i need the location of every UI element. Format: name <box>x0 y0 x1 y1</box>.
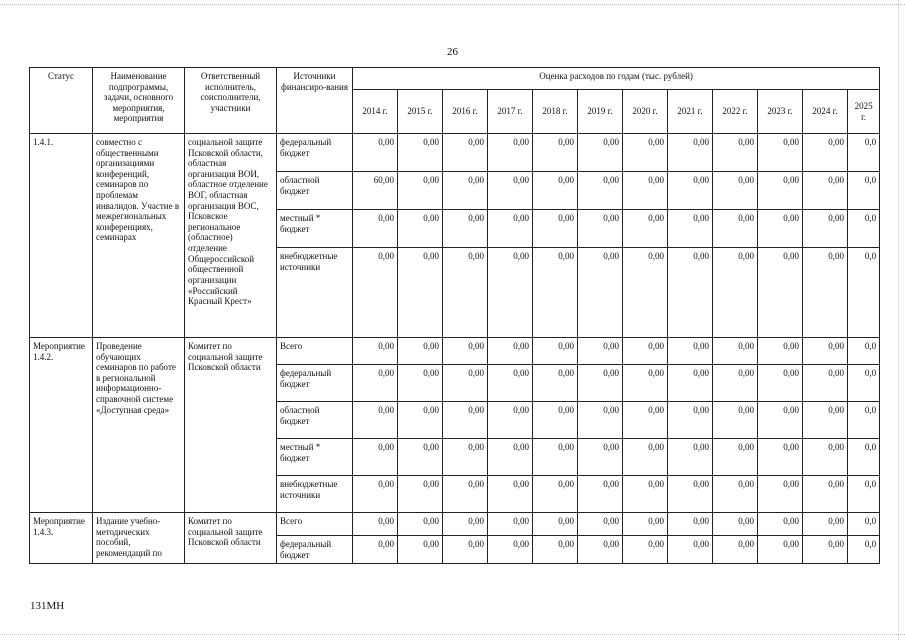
expense-value: 0,00 <box>713 439 758 476</box>
header-year: 2020 г. <box>623 90 668 134</box>
expense-value: 0,00 <box>668 476 713 513</box>
header-name: Наименование подпрограммы, задачи, основного мероприятия, мероприятия <box>93 68 185 134</box>
expense-value: 0,00 <box>803 402 848 439</box>
expense-value: 0,00 <box>803 210 848 248</box>
funding-source: федеральный бюджет <box>277 536 353 564</box>
right-scan-edge <box>898 0 900 640</box>
expense-value: 0,00 <box>533 172 578 210</box>
expense-value: 0,00 <box>488 210 533 248</box>
header-year: 2014 г. <box>353 90 398 134</box>
expense-value: 0,00 <box>443 134 488 172</box>
event-name: совместно с общественными организациями конференций, семинаров по проблемам инвалидов. Участие в межрегиональных конференциях, семинарах <box>93 134 185 338</box>
document-code: 131МН <box>30 600 65 612</box>
expense-value: 0,0 <box>848 439 880 476</box>
expense-value: 0,00 <box>353 439 398 476</box>
expense-value: 0,00 <box>713 210 758 248</box>
expense-value: 0,00 <box>488 476 533 513</box>
expense-value: 0,00 <box>668 365 713 402</box>
expense-value: 0,00 <box>533 513 578 536</box>
header-year: 2021 г. <box>668 90 713 134</box>
funding-source: федеральный бюджет <box>277 134 353 172</box>
expense-value: 0,00 <box>488 172 533 210</box>
expense-value: 0,00 <box>398 536 443 564</box>
expense-value: 0,00 <box>443 536 488 564</box>
expense-value: 0,0 <box>848 513 880 536</box>
expense-value: 0,00 <box>623 248 668 338</box>
expense-value: 0,00 <box>758 134 803 172</box>
header-status: Статус <box>30 68 93 134</box>
expense-value: 0,00 <box>443 365 488 402</box>
expense-value: 0,00 <box>398 402 443 439</box>
expense-value: 0,00 <box>353 513 398 536</box>
expense-value: 0,00 <box>668 172 713 210</box>
expense-value: 0,00 <box>713 476 758 513</box>
expense-value: 0,0 <box>848 172 880 210</box>
expense-value: 0,00 <box>623 536 668 564</box>
expense-value: 0,00 <box>488 134 533 172</box>
expense-value: 0,00 <box>398 476 443 513</box>
expense-value: 0,00 <box>578 439 623 476</box>
expense-value: 0,00 <box>398 439 443 476</box>
expense-value: 0,00 <box>803 476 848 513</box>
event-responsible: Комитет по социальной защите Псковской области <box>185 513 277 564</box>
expense-value: 0,00 <box>443 476 488 513</box>
expense-value: 0,00 <box>623 439 668 476</box>
expense-value: 0,00 <box>398 248 443 338</box>
expense-value: 0,00 <box>443 248 488 338</box>
expense-value: 0,00 <box>398 338 443 365</box>
expense-value: 0,00 <box>713 402 758 439</box>
expense-value: 0,00 <box>353 134 398 172</box>
expense-value: 0,00 <box>623 365 668 402</box>
expense-value: 0,00 <box>398 365 443 402</box>
expense-value: 0,00 <box>443 210 488 248</box>
expense-value: 0,00 <box>668 536 713 564</box>
header-estimate: Оценка расходов по годам (тыс. рублей) <box>353 68 880 90</box>
expense-value: 0,00 <box>803 134 848 172</box>
funding-source: Всего <box>277 513 353 536</box>
expense-value: 0,00 <box>668 338 713 365</box>
expense-value: 0,00 <box>443 439 488 476</box>
expense-value: 0,00 <box>713 172 758 210</box>
expense-value: 0,00 <box>578 248 623 338</box>
header-year: 2019 г. <box>578 90 623 134</box>
expense-value: 0,00 <box>353 210 398 248</box>
expense-value: 0,00 <box>758 476 803 513</box>
event-responsible: социальной защите Псковской области, областная организация ВОИ, областное отделение ВОГ, областная организация ВОС, Псковское региональное (областное) отделение Общероссийской общественной организации «Российский Красный Крест» <box>185 134 277 338</box>
expense-value: 0,0 <box>848 338 880 365</box>
expense-value: 0,0 <box>848 210 880 248</box>
expense-value: 0,00 <box>668 439 713 476</box>
header-responsible: Ответственный исполнитель, соисполнители, участники <box>185 68 277 134</box>
expense-value: 0,00 <box>803 439 848 476</box>
expense-value: 0,00 <box>758 338 803 365</box>
expense-value: 0,00 <box>398 172 443 210</box>
expense-value: 0,00 <box>578 172 623 210</box>
expense-value: 0,0 <box>848 365 880 402</box>
expense-value: 0,00 <box>803 248 848 338</box>
expense-value: 0,00 <box>353 248 398 338</box>
table-row <box>30 513 880 536</box>
expense-value: 0,00 <box>713 338 758 365</box>
expense-value: 0,00 <box>578 402 623 439</box>
table-row <box>30 338 880 365</box>
expense-value: 0,00 <box>443 172 488 210</box>
funding-source: Всего <box>277 338 353 365</box>
expense-value: 0,00 <box>668 248 713 338</box>
expense-value: 0,00 <box>758 210 803 248</box>
expense-value: 0,00 <box>623 476 668 513</box>
funding-source: федеральный бюджет <box>277 365 353 402</box>
expense-value: 0,00 <box>578 536 623 564</box>
expense-value: 0,00 <box>758 439 803 476</box>
event-responsible: Комитет по социальной защите Псковской области <box>185 338 277 513</box>
expense-value: 0,00 <box>713 365 758 402</box>
header-year: 2025 г. <box>848 90 880 134</box>
expense-value: 0,00 <box>533 402 578 439</box>
expense-value: 0,00 <box>758 172 803 210</box>
expense-value: 0,00 <box>713 248 758 338</box>
expense-value: 0,00 <box>803 338 848 365</box>
expense-value: 0,00 <box>443 402 488 439</box>
funding-source: внебюджетные источники <box>277 476 353 513</box>
header-year: 2016 г. <box>443 90 488 134</box>
expense-value: 0,00 <box>668 134 713 172</box>
expense-value: 0,00 <box>533 210 578 248</box>
expense-value: 0,00 <box>533 338 578 365</box>
expense-value: 0,00 <box>623 210 668 248</box>
expense-value: 0,0 <box>848 536 880 564</box>
expense-value: 0,00 <box>488 248 533 338</box>
expense-value: 0,00 <box>758 513 803 536</box>
expense-value: 0,00 <box>578 338 623 365</box>
expense-value: 0,00 <box>488 338 533 365</box>
expense-value: 0,0 <box>848 248 880 338</box>
expense-value: 0,00 <box>578 476 623 513</box>
expense-value: 0,00 <box>443 338 488 365</box>
expense-value: 0,00 <box>488 365 533 402</box>
funding-source: областной бюджет <box>277 402 353 439</box>
expense-value: 0,00 <box>533 536 578 564</box>
expense-value: 0,00 <box>623 513 668 536</box>
expense-value: 0,00 <box>578 210 623 248</box>
header-year: 2024 г. <box>803 90 848 134</box>
expense-value: 0,00 <box>353 476 398 513</box>
expense-value: 0,00 <box>488 402 533 439</box>
expense-value: 0,0 <box>848 402 880 439</box>
expense-value: 0,0 <box>848 134 880 172</box>
expense-value: 0,00 <box>398 134 443 172</box>
expense-value: 0,00 <box>758 365 803 402</box>
budget-table <box>29 67 880 564</box>
header-year: 2018 г. <box>533 90 578 134</box>
expense-value: 0,00 <box>488 513 533 536</box>
expense-value: 0,00 <box>668 402 713 439</box>
expense-value: 0,00 <box>398 210 443 248</box>
header-year: 2023 г. <box>758 90 803 134</box>
page-number: 26 <box>447 46 458 58</box>
top-scan-edge <box>0 4 905 6</box>
expense-value: 0,00 <box>533 476 578 513</box>
header-year: 2015 г. <box>398 90 443 134</box>
expense-value: 0,00 <box>803 536 848 564</box>
expense-value: 60,00 <box>353 172 398 210</box>
funding-source: местный * бюджет <box>277 439 353 476</box>
expense-value: 0,00 <box>353 338 398 365</box>
expense-value: 0,00 <box>713 134 758 172</box>
event-status: Мероприятие 1.4.2. <box>30 338 93 513</box>
expense-value: 0,00 <box>713 513 758 536</box>
expense-value: 0,00 <box>578 513 623 536</box>
header-year: 2022 г. <box>713 90 758 134</box>
event-name: Издание учебно-методических пособий, рекомендаций по <box>93 513 185 564</box>
bottom-scan-edge <box>0 634 905 636</box>
expense-value: 0,00 <box>488 536 533 564</box>
event-status: 1.4.1. <box>30 134 93 338</box>
expense-value: 0,00 <box>623 134 668 172</box>
header-year: 2017 г. <box>488 90 533 134</box>
expense-value: 0,00 <box>533 134 578 172</box>
expense-value: 0,00 <box>353 536 398 564</box>
expense-value: 0,00 <box>353 402 398 439</box>
event-name: Проведение обучающих семинаров по работе в региональной информационно-справочной системе «Доступная среда» <box>93 338 185 513</box>
expense-value: 0,00 <box>713 536 758 564</box>
expense-value: 0,00 <box>803 172 848 210</box>
expense-value: 0,00 <box>533 248 578 338</box>
expense-value: 0,00 <box>533 365 578 402</box>
funding-source: областной бюджет <box>277 172 353 210</box>
expense-value: 0,00 <box>398 513 443 536</box>
funding-source: внебюджетные источники <box>277 248 353 338</box>
expense-value: 0,00 <box>623 402 668 439</box>
event-status: Мероприятие 1.4.3. <box>30 513 93 564</box>
expense-value: 0,00 <box>758 402 803 439</box>
expense-value: 0,0 <box>848 476 880 513</box>
expense-value: 0,00 <box>758 248 803 338</box>
expense-value: 0,00 <box>623 338 668 365</box>
header-sources: Источники финансиро-вания <box>277 68 353 134</box>
expense-value: 0,00 <box>623 172 668 210</box>
expense-value: 0,00 <box>578 365 623 402</box>
expense-value: 0,00 <box>578 134 623 172</box>
expense-value: 0,00 <box>803 513 848 536</box>
expense-value: 0,00 <box>758 536 803 564</box>
table-row <box>30 134 880 172</box>
expense-value: 0,00 <box>668 513 713 536</box>
expense-value: 0,00 <box>533 439 578 476</box>
funding-source: местный * бюджет <box>277 210 353 248</box>
expense-value: 0,00 <box>443 513 488 536</box>
expense-value: 0,00 <box>488 439 533 476</box>
expense-value: 0,00 <box>803 365 848 402</box>
expense-value: 0,00 <box>353 365 398 402</box>
expense-value: 0,00 <box>668 210 713 248</box>
